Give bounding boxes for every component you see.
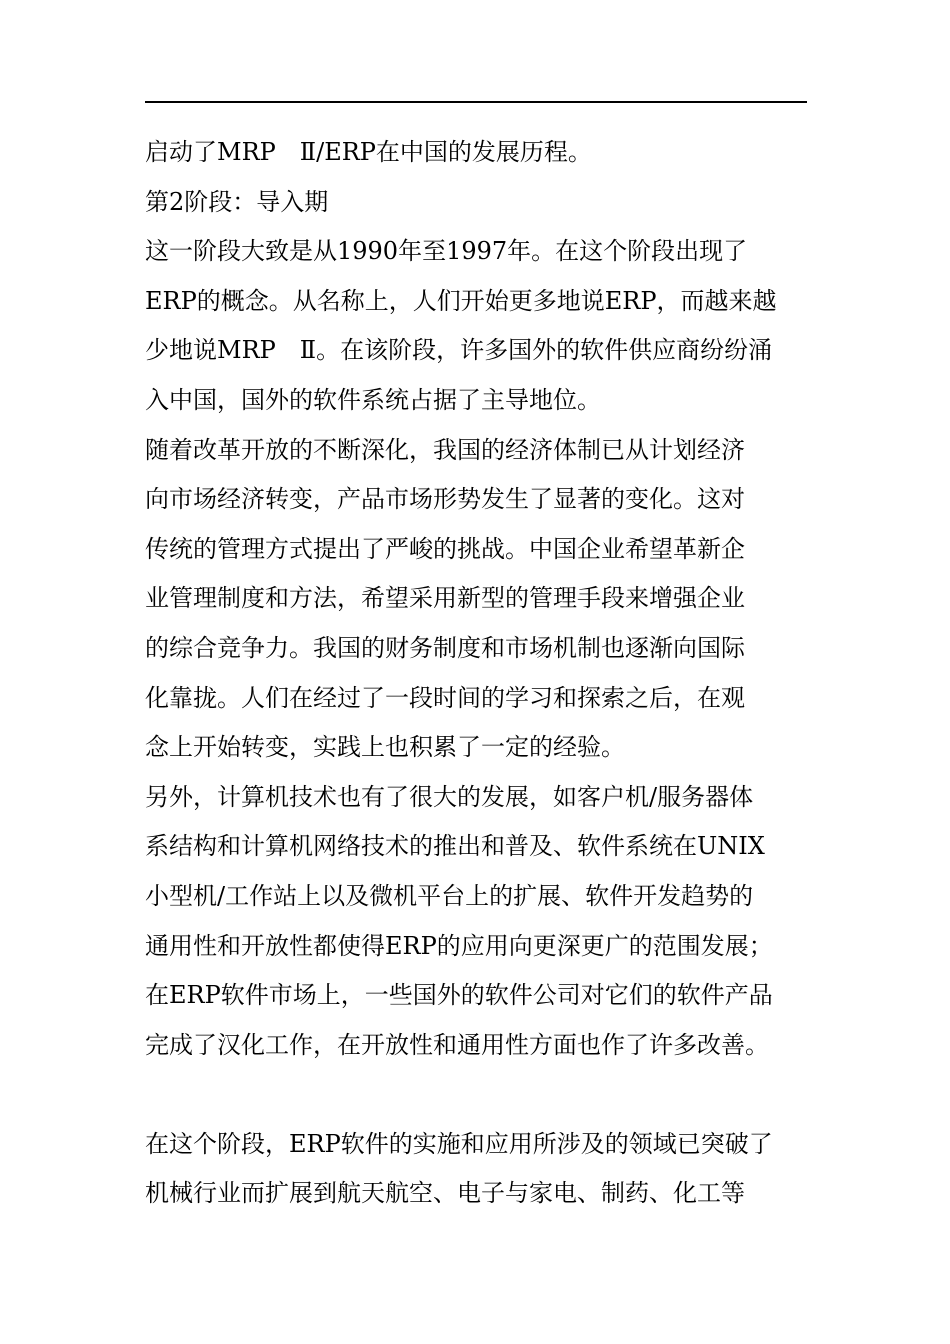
text-line: 在这个阶段，ERP软件的实施和应用所涉及的领域已突破了 bbox=[145, 1129, 773, 1158]
blank-line bbox=[145, 1070, 807, 1120]
text-line: 业管理制度和方法，希望采用新型的管理手段来增强企业 bbox=[145, 584, 745, 613]
text-line: 化靠拢。人们在经过了一段时间的学习和探索之后，在观 bbox=[145, 683, 745, 712]
text-line: 机械行业而扩展到航天航空、电子与家电、制药、化工等 bbox=[145, 1179, 745, 1208]
text-line: 另外，计算机技术也有了很大的发展，如客户机/服务器体 bbox=[145, 782, 754, 811]
text-line: 小型机/工作站上以及微机平台上的扩展、软件开发趋势的 bbox=[145, 881, 754, 910]
text-line: 入中国，国外的软件系统占据了主导地位。 bbox=[145, 385, 601, 414]
text-line: 随着改革开放的不断深化，我国的经济体制已从计划经济 bbox=[145, 435, 745, 464]
text-line: 向市场经济转变，产品市场形势发生了显著的变化。这对 bbox=[145, 485, 745, 514]
text-line: 这一阶段大致是从1990年至1997年。在这个阶段出现了 bbox=[145, 237, 748, 266]
text-line: 在ERP软件市场上，一些国外的软件公司对它们的软件产品 bbox=[145, 981, 773, 1010]
text-line: 完成了汉化工作，在开放性和通用性方面也作了许多改善。 bbox=[145, 1030, 769, 1059]
text-line: 启动了MRP Ⅱ/ERP在中国的发展历程。 bbox=[145, 138, 592, 166]
header-rule bbox=[145, 101, 807, 103]
section-heading: 第2阶段：导入期 bbox=[145, 187, 329, 216]
text-line: 的综合竞争力。我国的财务制度和市场机制也逐渐向国际 bbox=[145, 633, 745, 662]
text-line: ERP的概念。从名称上，人们开始更多地说ERP，而越来越 bbox=[145, 286, 777, 315]
text-line: 少地说MRP Ⅱ。在该阶段，许多国外的软件供应商纷纷涌 bbox=[145, 336, 773, 365]
text-line: 传统的管理方式提出了严峻的挑战。中国企业希望革新企 bbox=[145, 534, 745, 563]
document-body bbox=[145, 128, 807, 1219]
text-line: 通用性和开放性都使得ERP的应用向更深更广的范围发展； bbox=[145, 931, 773, 960]
text-line: 系结构和计算机网络技术的推出和普及、软件系统在UNIX bbox=[145, 832, 765, 861]
text-line: 念上开始转变，实践上也积累了一定的经验。 bbox=[145, 733, 625, 762]
